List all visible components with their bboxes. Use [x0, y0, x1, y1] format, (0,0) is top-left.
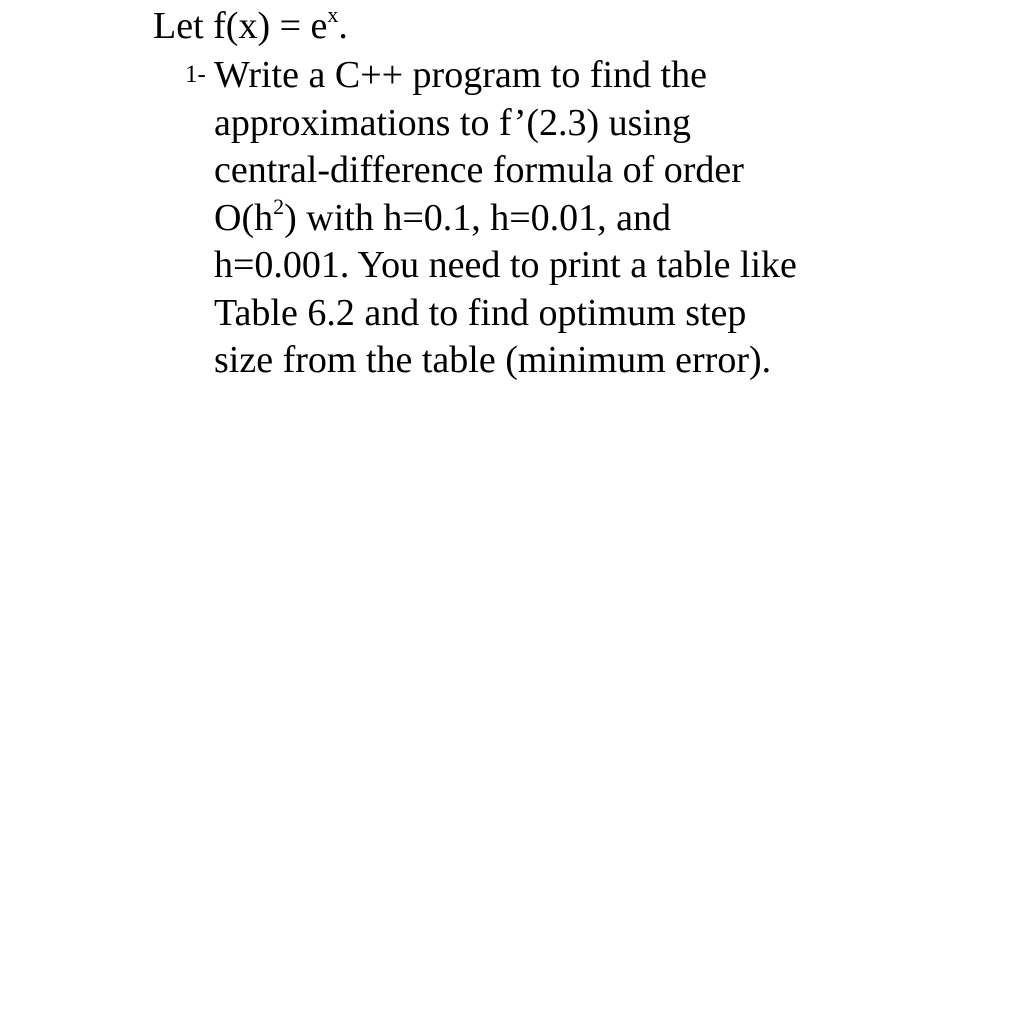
function-definition [153, 4, 348, 48]
question-line-1: Write a C++ program to find the [214, 54, 707, 96]
question-line-4 [214, 195, 797, 243]
question-line-2: approximations to f’(2.3) using [214, 101, 692, 144]
question-line-6: Table 6.2 and to find optimum step [214, 291, 747, 334]
exponent-x: x [327, 2, 339, 28]
question-line-7: size from the table (minimum error). [214, 339, 772, 381]
question-text [214, 52, 797, 385]
question-line-5: h=0.001. You need to print a table like [214, 244, 797, 286]
function-definition-prefix: Let f(x) = e [153, 5, 328, 47]
order-notation-end: ) with h=0.1, h=0.01, and [284, 196, 672, 239]
order-exponent: 2 [273, 193, 285, 219]
question-line-3: central-difference formula of order [214, 149, 744, 191]
order-notation-start: O(h [214, 196, 274, 239]
function-definition-period: . [338, 5, 348, 47]
question-number: 1- [185, 61, 206, 88]
